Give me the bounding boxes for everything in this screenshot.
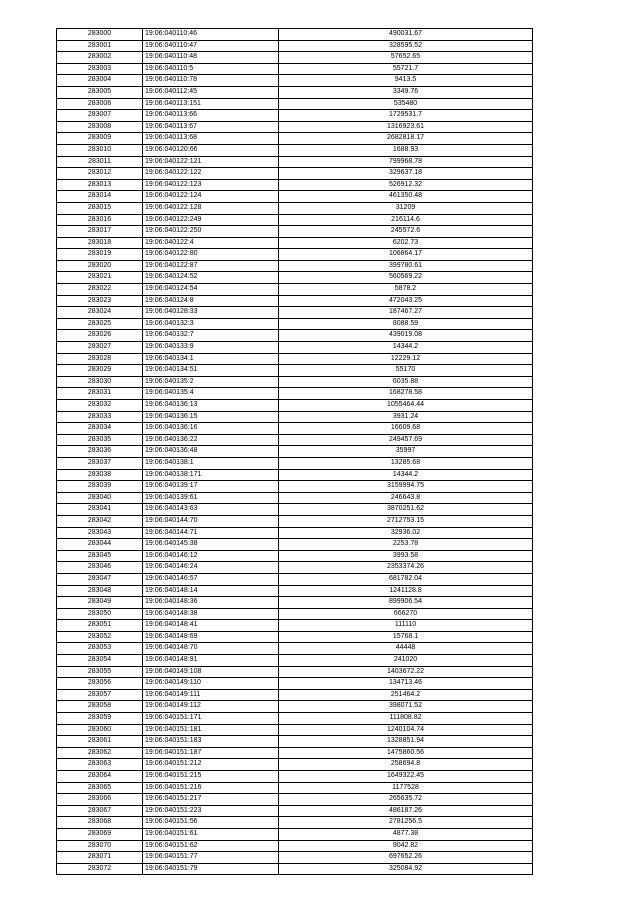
value-cell: 1649322.45 <box>279 771 533 783</box>
row-id-cell: 283003 <box>57 63 143 75</box>
value-cell: 3993.58 <box>279 550 533 562</box>
cadastral-code-cell: 19:06:040110:78 <box>143 75 279 87</box>
table-row <box>57 771 533 783</box>
cadastral-code-cell: 19:06:040149:111 <box>143 689 279 701</box>
table-row <box>57 446 533 458</box>
cadastral-code-cell: 19:06:040139:17 <box>143 481 279 493</box>
value-cell: 2253.78 <box>279 539 533 551</box>
row-id-cell: 283005 <box>57 86 143 98</box>
cadastral-code-cell: 19:06:040132:7 <box>143 330 279 342</box>
value-cell: 486187.26 <box>279 805 533 817</box>
table-row <box>57 585 533 597</box>
table-row <box>57 237 533 249</box>
value-cell: 32936.02 <box>279 527 533 539</box>
value-cell: 249457.69 <box>279 434 533 446</box>
value-cell: 251464.2 <box>279 689 533 701</box>
value-cell: 3349.76 <box>279 86 533 98</box>
row-id-cell: 283001 <box>57 40 143 52</box>
table-row <box>57 655 533 667</box>
table-row <box>57 330 533 342</box>
table-row <box>57 608 533 620</box>
value-cell: 439019.08 <box>279 330 533 342</box>
value-cell: 55170 <box>279 365 533 377</box>
value-cell: 328595.52 <box>279 40 533 52</box>
value-cell: 1403672.22 <box>279 666 533 678</box>
table-row <box>57 295 533 307</box>
table-row <box>57 701 533 713</box>
value-cell: 1475860.56 <box>279 747 533 759</box>
value-cell: 187467.27 <box>279 307 533 319</box>
table-row <box>57 562 533 574</box>
value-cell: 666270 <box>279 608 533 620</box>
row-id-cell: 283066 <box>57 794 143 806</box>
cadastral-code-cell: 19:06:040135:2 <box>143 376 279 388</box>
cadastral-code-cell: 19:06:040146:24 <box>143 562 279 574</box>
cadastral-code-cell: 19:06:040122:122 <box>143 168 279 180</box>
row-id-cell: 283023 <box>57 295 143 307</box>
table-row <box>57 318 533 330</box>
row-id-cell: 283061 <box>57 736 143 748</box>
cadastral-code-cell: 19:06:040122:250 <box>143 226 279 238</box>
row-id-cell: 283046 <box>57 562 143 574</box>
table-row <box>57 423 533 435</box>
value-cell: 697652.26 <box>279 852 533 864</box>
value-cell: 14344.2 <box>279 342 533 354</box>
table-row <box>57 481 533 493</box>
row-id-cell: 283010 <box>57 144 143 156</box>
value-cell: 2353374.26 <box>279 562 533 574</box>
cadastral-code-cell: 19:06:040112:45 <box>143 86 279 98</box>
value-cell: 241020 <box>279 655 533 667</box>
row-id-cell: 283019 <box>57 249 143 261</box>
cadastral-code-cell: 19:06:040122:123 <box>143 179 279 191</box>
data-table <box>56 28 533 875</box>
cadastral-code-cell: 19:06:040145:38 <box>143 539 279 551</box>
row-id-cell: 283002 <box>57 52 143 64</box>
row-id-cell: 283004 <box>57 75 143 87</box>
cadastral-code-cell: 19:06:040151:56 <box>143 817 279 829</box>
value-cell: 899906.54 <box>279 597 533 609</box>
cadastral-code-cell: 19:06:040139:61 <box>143 492 279 504</box>
row-id-cell: 283065 <box>57 782 143 794</box>
row-id-cell: 283034 <box>57 423 143 435</box>
row-id-cell: 283014 <box>57 191 143 203</box>
table-row <box>57 620 533 632</box>
table-row <box>57 133 533 145</box>
table-row <box>57 852 533 864</box>
cadastral-code-cell: 19:06:040151:187 <box>143 747 279 759</box>
row-id-cell: 283064 <box>57 771 143 783</box>
value-cell: 55721.7 <box>279 63 533 75</box>
cadastral-code-cell: 19:06:040146:57 <box>143 573 279 585</box>
table-row <box>57 86 533 98</box>
cadastral-code-cell: 19:06:040138:1 <box>143 457 279 469</box>
row-id-cell: 283029 <box>57 365 143 377</box>
value-cell: 35997 <box>279 446 533 458</box>
row-id-cell: 283012 <box>57 168 143 180</box>
value-cell: 134713.46 <box>279 678 533 690</box>
table-row <box>57 782 533 794</box>
table-row <box>57 307 533 319</box>
row-id-cell: 283039 <box>57 481 143 493</box>
table-row <box>57 457 533 469</box>
value-cell: 245572.6 <box>279 226 533 238</box>
cadastral-code-cell: 19:06:040151:212 <box>143 759 279 771</box>
cadastral-code-cell: 19:06:040148:41 <box>143 620 279 632</box>
table-row <box>57 689 533 701</box>
cadastral-code-cell: 19:06:040122:121 <box>143 156 279 168</box>
row-id-cell: 283047 <box>57 573 143 585</box>
row-id-cell: 283050 <box>57 608 143 620</box>
row-id-cell: 283011 <box>57 156 143 168</box>
row-id-cell: 283024 <box>57 307 143 319</box>
value-cell: 1688.93 <box>279 144 533 156</box>
row-id-cell: 283026 <box>57 330 143 342</box>
row-id-cell: 283009 <box>57 133 143 145</box>
value-cell: 1316923.61 <box>279 121 533 133</box>
table-row <box>57 863 533 875</box>
table-row <box>57 747 533 759</box>
table-row <box>57 249 533 261</box>
value-cell: 31209 <box>279 202 533 214</box>
value-cell: 461350.48 <box>279 191 533 203</box>
cadastral-code-cell: 19:06:040151:171 <box>143 713 279 725</box>
cadastral-code-cell: 19:06:040122:4 <box>143 237 279 249</box>
value-cell: 6035.88 <box>279 376 533 388</box>
value-cell: 2712753.15 <box>279 515 533 527</box>
row-id-cell: 283071 <box>57 852 143 864</box>
row-id-cell: 283059 <box>57 713 143 725</box>
value-cell: 1240104.74 <box>279 724 533 736</box>
cadastral-code-cell: 19:06:040148:14 <box>143 585 279 597</box>
cadastral-code-cell: 19:06:040151:183 <box>143 736 279 748</box>
row-id-cell: 283072 <box>57 863 143 875</box>
row-id-cell: 283030 <box>57 376 143 388</box>
row-id-cell: 283063 <box>57 759 143 771</box>
table-row <box>57 376 533 388</box>
value-cell: 1241128.8 <box>279 585 533 597</box>
row-id-cell: 283027 <box>57 342 143 354</box>
cadastral-code-cell: 19:06:040148:36 <box>143 597 279 609</box>
value-cell: 216114.6 <box>279 214 533 226</box>
table-row <box>57 98 533 110</box>
table-row <box>57 260 533 272</box>
table-row <box>57 144 533 156</box>
table-row <box>57 840 533 852</box>
value-cell: 399780.61 <box>279 260 533 272</box>
row-id-cell: 283015 <box>57 202 143 214</box>
value-cell: 15768.1 <box>279 631 533 643</box>
row-id-cell: 283049 <box>57 597 143 609</box>
cadastral-code-cell: 19:06:040138:171 <box>143 469 279 481</box>
value-cell: 560569.22 <box>279 272 533 284</box>
table-row <box>57 400 533 412</box>
value-cell: 2781256.5 <box>279 817 533 829</box>
value-cell: 13285.68 <box>279 457 533 469</box>
cadastral-code-cell: 19:06:040124:52 <box>143 272 279 284</box>
value-cell: 246643.8 <box>279 492 533 504</box>
row-id-cell: 283013 <box>57 179 143 191</box>
cadastral-code-cell: 19:06:040113:66 <box>143 110 279 122</box>
cadastral-code-cell: 19:06:040110:5 <box>143 63 279 75</box>
table-row <box>57 492 533 504</box>
row-id-cell: 283040 <box>57 492 143 504</box>
cadastral-code-cell: 19:06:040110:47 <box>143 40 279 52</box>
table-row <box>57 805 533 817</box>
cadastral-code-cell: 19:06:040124:54 <box>143 284 279 296</box>
cadastral-code-cell: 19:06:040149:110 <box>143 678 279 690</box>
cadastral-code-cell: 19:06:040113:151 <box>143 98 279 110</box>
table-row <box>57 353 533 365</box>
value-cell: 111110 <box>279 620 533 632</box>
value-cell: 681782.04 <box>279 573 533 585</box>
table-row <box>57 724 533 736</box>
cadastral-code-cell: 19:06:040151:215 <box>143 771 279 783</box>
row-id-cell: 283037 <box>57 457 143 469</box>
value-cell: 3870251.62 <box>279 504 533 516</box>
row-id-cell: 283057 <box>57 689 143 701</box>
table-row <box>57 202 533 214</box>
cadastral-code-cell: 19:06:040136:48 <box>143 446 279 458</box>
table-row <box>57 156 533 168</box>
value-cell: 3159994.75 <box>279 481 533 493</box>
table-row <box>57 527 533 539</box>
row-id-cell: 283058 <box>57 701 143 713</box>
table-row <box>57 75 533 87</box>
table-row <box>57 191 533 203</box>
row-id-cell: 283018 <box>57 237 143 249</box>
cadastral-code-cell: 19:06:040149:108 <box>143 666 279 678</box>
table-body <box>57 29 533 875</box>
row-id-cell: 283035 <box>57 434 143 446</box>
value-cell: 1729531.7 <box>279 110 533 122</box>
cadastral-code-cell: 19:06:040133:9 <box>143 342 279 354</box>
table-row <box>57 643 533 655</box>
cadastral-code-cell: 19:06:040144:71 <box>143 527 279 539</box>
row-id-cell: 283008 <box>57 121 143 133</box>
value-cell: 106864.17 <box>279 249 533 261</box>
table-row <box>57 713 533 725</box>
table-row <box>57 828 533 840</box>
value-cell: 526912.32 <box>279 179 533 191</box>
row-id-cell: 283033 <box>57 411 143 423</box>
value-cell: 9413.5 <box>279 75 533 87</box>
row-id-cell: 283031 <box>57 388 143 400</box>
row-id-cell: 283067 <box>57 805 143 817</box>
cadastral-code-cell: 19:06:040128:33 <box>143 307 279 319</box>
cadastral-code-cell: 19:06:040151:62 <box>143 840 279 852</box>
cadastral-code-cell: 19:06:040146:12 <box>143 550 279 562</box>
cadastral-code-cell: 19:06:040151:216 <box>143 782 279 794</box>
value-cell: 799968.78 <box>279 156 533 168</box>
value-cell: 5878.2 <box>279 284 533 296</box>
cadastral-code-cell: 19:06:040122:249 <box>143 214 279 226</box>
value-cell: 329637.18 <box>279 168 533 180</box>
row-id-cell: 283043 <box>57 527 143 539</box>
table-row <box>57 794 533 806</box>
row-id-cell: 283016 <box>57 214 143 226</box>
row-id-cell: 283070 <box>57 840 143 852</box>
row-id-cell: 283048 <box>57 585 143 597</box>
cadastral-code-cell: 19:06:040151:77 <box>143 852 279 864</box>
row-id-cell: 283056 <box>57 678 143 690</box>
row-id-cell: 283060 <box>57 724 143 736</box>
table-row <box>57 736 533 748</box>
table-row <box>57 411 533 423</box>
row-id-cell: 283007 <box>57 110 143 122</box>
row-id-cell: 283006 <box>57 98 143 110</box>
cadastral-code-cell: 19:06:040122:128 <box>143 202 279 214</box>
table-row <box>57 179 533 191</box>
cadastral-code-cell: 19:06:040151:79 <box>143 863 279 875</box>
row-id-cell: 283054 <box>57 655 143 667</box>
value-cell: 8088.59 <box>279 318 533 330</box>
cadastral-code-cell: 19:06:040143:63 <box>143 504 279 516</box>
cadastral-code-cell: 19:06:040136:16 <box>143 423 279 435</box>
value-cell: 168278.58 <box>279 388 533 400</box>
cadastral-code-cell: 19:06:040120:66 <box>143 144 279 156</box>
row-id-cell: 283045 <box>57 550 143 562</box>
table-row <box>57 63 533 75</box>
cadastral-code-cell: 19:06:040122:87 <box>143 260 279 272</box>
cadastral-code-cell: 19:06:040144:70 <box>143 515 279 527</box>
table-row <box>57 550 533 562</box>
cadastral-code-cell: 19:06:040151:61 <box>143 828 279 840</box>
row-id-cell: 283042 <box>57 515 143 527</box>
cadastral-code-cell: 19:06:040148:91 <box>143 655 279 667</box>
cadastral-code-cell: 19:06:040148:38 <box>143 608 279 620</box>
row-id-cell: 283038 <box>57 469 143 481</box>
row-id-cell: 283028 <box>57 353 143 365</box>
value-cell: 44448 <box>279 643 533 655</box>
table-row <box>57 539 533 551</box>
value-cell: 6202.73 <box>279 237 533 249</box>
table-row <box>57 110 533 122</box>
value-cell: 265635.72 <box>279 794 533 806</box>
table-row <box>57 631 533 643</box>
table-row <box>57 817 533 829</box>
table-row <box>57 226 533 238</box>
row-id-cell: 283025 <box>57 318 143 330</box>
row-id-cell: 283020 <box>57 260 143 272</box>
table-row <box>57 121 533 133</box>
value-cell: 325084.92 <box>279 863 533 875</box>
table-row <box>57 759 533 771</box>
row-id-cell: 283062 <box>57 747 143 759</box>
value-cell: 2682818.17 <box>279 133 533 145</box>
cadastral-code-cell: 19:06:040149:112 <box>143 701 279 713</box>
row-id-cell: 283017 <box>57 226 143 238</box>
row-id-cell: 283068 <box>57 817 143 829</box>
table-row <box>57 515 533 527</box>
row-id-cell: 283044 <box>57 539 143 551</box>
value-cell: 14344.2 <box>279 469 533 481</box>
value-cell: 535480 <box>279 98 533 110</box>
table-row <box>57 214 533 226</box>
row-id-cell: 283055 <box>57 666 143 678</box>
row-id-cell: 283052 <box>57 631 143 643</box>
value-cell: 12229.12 <box>279 353 533 365</box>
cadastral-code-cell: 19:06:040136:15 <box>143 411 279 423</box>
cadastral-code-cell: 19:06:040124:8 <box>143 295 279 307</box>
value-cell: 57652.65 <box>279 52 533 64</box>
table-row <box>57 284 533 296</box>
row-id-cell: 283069 <box>57 828 143 840</box>
value-cell: 490031.67 <box>279 29 533 41</box>
table-row <box>57 504 533 516</box>
value-cell: 398071.52 <box>279 701 533 713</box>
table-row <box>57 434 533 446</box>
table-row <box>57 573 533 585</box>
cadastral-code-cell: 19:06:040134:51 <box>143 365 279 377</box>
row-id-cell: 283053 <box>57 643 143 655</box>
table-row <box>57 272 533 284</box>
row-id-cell: 283022 <box>57 284 143 296</box>
row-id-cell: 283051 <box>57 620 143 632</box>
cadastral-code-cell: 19:06:040110:46 <box>143 29 279 41</box>
cadastral-code-cell: 19:06:040136:13 <box>143 400 279 412</box>
cadastral-code-cell: 19:06:040134:1 <box>143 353 279 365</box>
row-id-cell: 283021 <box>57 272 143 284</box>
table-row <box>57 597 533 609</box>
value-cell: 1177528 <box>279 782 533 794</box>
table-row <box>57 40 533 52</box>
cadastral-code-cell: 19:06:040151:217 <box>143 794 279 806</box>
cadastral-code-cell: 19:06:040110:48 <box>143 52 279 64</box>
cadastral-code-cell: 19:06:040132:3 <box>143 318 279 330</box>
row-id-cell: 283000 <box>57 29 143 41</box>
value-cell: 258694.8 <box>279 759 533 771</box>
value-cell: 3931.24 <box>279 411 533 423</box>
table-row <box>57 29 533 41</box>
table-row <box>57 388 533 400</box>
table-row <box>57 52 533 64</box>
table-row <box>57 342 533 354</box>
cadastral-code-cell: 19:06:040151:181 <box>143 724 279 736</box>
cadastral-code-cell: 19:06:040113:68 <box>143 133 279 145</box>
table-row <box>57 469 533 481</box>
cadastral-code-cell: 19:06:040148:69 <box>143 631 279 643</box>
value-cell: 1055464.44 <box>279 400 533 412</box>
value-cell: 1328851.94 <box>279 736 533 748</box>
cadastral-code-cell: 19:06:040135:4 <box>143 388 279 400</box>
cadastral-code-cell: 19:06:040151:223 <box>143 805 279 817</box>
table-row <box>57 678 533 690</box>
table-row <box>57 365 533 377</box>
value-cell: 16609.68 <box>279 423 533 435</box>
row-id-cell: 283036 <box>57 446 143 458</box>
cadastral-code-cell: 19:06:040113:67 <box>143 121 279 133</box>
table-row <box>57 168 533 180</box>
value-cell: 111808.82 <box>279 713 533 725</box>
row-id-cell: 283032 <box>57 400 143 412</box>
cadastral-code-cell: 19:06:040122:124 <box>143 191 279 203</box>
cadastral-code-cell: 19:06:040148:70 <box>143 643 279 655</box>
cadastral-code-cell: 19:06:040136:22 <box>143 434 279 446</box>
table-row <box>57 666 533 678</box>
value-cell: 9042.82 <box>279 840 533 852</box>
value-cell: 4877.38 <box>279 828 533 840</box>
cadastral-code-cell: 19:06:040122:80 <box>143 249 279 261</box>
row-id-cell: 283041 <box>57 504 143 516</box>
value-cell: 472043.25 <box>279 295 533 307</box>
